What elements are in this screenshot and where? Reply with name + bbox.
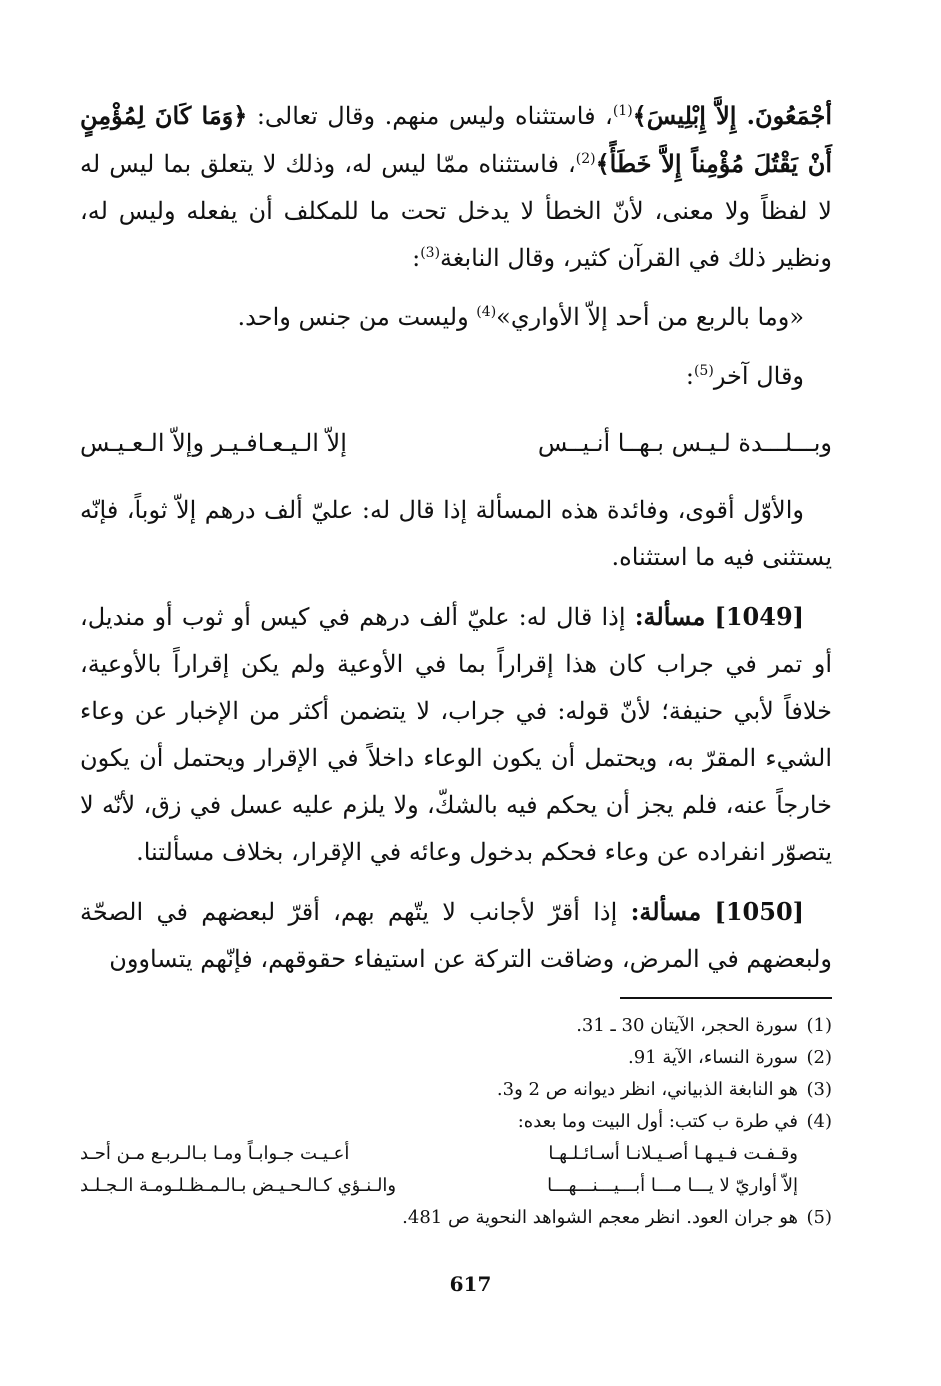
footnote-number: (5) (806, 1207, 832, 1228)
quote-tail: وليست من جنس واحد. (237, 303, 477, 331)
page-number: 617 (449, 1272, 492, 1296)
quote-line (80, 294, 832, 341)
issue-1049 (80, 593, 832, 876)
footnote-text: سورة النساء، الآية 91. (628, 1047, 798, 1068)
footnote-body (80, 1106, 798, 1202)
footnote-text: هو النابغة الذبياني، انظر ديوانه ص 2 و3. (496, 1079, 798, 1100)
footnote-4 (80, 1106, 832, 1202)
footnote-2 (80, 1042, 832, 1074)
footnote-ref-5[interactable]: (5) (693, 363, 714, 379)
issue-number-1050: [1050] (714, 897, 804, 926)
footnote-3 (80, 1074, 832, 1106)
footnote-divider (620, 997, 832, 999)
footnote-verse-1-left: أعـيـت جـوابـاً ومـا بـالـربـع مـن أحـد (80, 1143, 350, 1164)
footnote-text: في طرة ب كتب: أول البيت وما بعده: (517, 1111, 798, 1132)
paragraph-1 (80, 92, 832, 282)
paragraph-1-text-c: : (412, 244, 421, 272)
issue-keyword-1049: مسألة: (634, 602, 706, 631)
paragraph-1-text-b: ، فاستثناه ممّا ليس له، وذلك لا يتعلق بما ليس له لا لفظاً ولا معنى، لأنّ الخطأ لا يدخل تحت ما للمكلف أن يفعله وليس له، ونظير ذلك في القرآن كثير، وقال النابغة (80, 150, 832, 272)
footnote-ref-4[interactable]: (4) (476, 304, 497, 320)
issue-keyword-1050: مسألة: (630, 897, 702, 926)
quran-quote-2: ﴿وَمَا كَانَ لِمُؤْمِنٍ أَنْ يَقْتُلَ مُؤْمِناً إِلاَّ خَطَأً﴾ (80, 101, 833, 178)
footnote-ref-3[interactable]: (3) (420, 245, 441, 261)
footnote-5 (80, 1202, 832, 1234)
footnote-number: (3) (806, 1079, 832, 1100)
another-said-text: وقال آخر (713, 362, 804, 390)
issue-1050 (80, 888, 832, 983)
issue-text-1049: إذا قال له: عليّ ألف درهم في كيس أو ثوب أو منديل، أو تمر في جراب كان هذا إقراراً بما في الأوعية ولم يكن إقراراً بالأوعية، خلافاً لأبي حنيفة؛ لأنّ قوله: في جراب، لا يتضمن أكثر من الإخبار عن وعاء الشيء المقرّ به، ويحتمل أن يكون الوعاء داخلاً في الإقرار ويحتمل أن يكون خارجاً عنه، فلم يجز أن يحكم فيه بالشكّ، ولا يلزم عليه عسل في زق، لأنّه لا يتصوّر انفراده عن وعاء فحكم بدخول وعائه في الإقرار، بخلاف مسألتنا. (80, 603, 832, 866)
footnote-verse-1-right: وقـفـت فـيـهـا أصـيـلانـا أسـائـلـهـا (548, 1143, 798, 1164)
footnote-text: سورة الحجر، الآيتان 30 ـ 31. (576, 1015, 798, 1036)
main-text (80, 92, 832, 983)
issue-text-1050: إذا أقرّ لأجانب لا يتّهم بهم، أقرّ لبعضهم في الصحّة ولبعضهم في المرض، وضاقت التركة عن استيفاء حقوقهم، فإنّهم يتساوون (80, 898, 832, 973)
paragraph-2: والأوّل أقوى، وفائدة هذه المسألة إذا قال له: عليّ ألف درهم إلاّ ثوباً، فإنّه يستثنى فيه ما استثناه. (80, 496, 832, 571)
footnote-verse-2 (80, 1170, 798, 1202)
paragraph-1-text-a: ، فاستثناه وليس منهم. وقال تعالى: (247, 102, 613, 130)
issue-number-1049: [1049] (714, 602, 804, 631)
another-said-colon: : (685, 362, 694, 390)
verse-first-hemistich: وبـــلـــدة لـيـس بـهــا أنـيــس (537, 429, 832, 457)
footnote-verse-2-right: إلاّ أواريّ لا يـــا مـــا أبـــيـــنـــهـــا (547, 1175, 798, 1196)
quote-text: «وما بالربع من أحد إلاّ الأواري» (496, 303, 804, 331)
footnote-number: (4) (806, 1111, 832, 1132)
footnote-verse-2-left: والـنـؤي كـالـحـيـض بـالـمـظـلـومـة الـجـلـد (80, 1175, 397, 1196)
footnote-number: (2) (806, 1047, 832, 1068)
another-said (80, 353, 832, 400)
poem-verse (80, 420, 832, 467)
footnote-number: (1) (806, 1015, 832, 1036)
footnote-1 (80, 1010, 832, 1042)
footnote-text: هو جران العود. انظر معجم الشواهد النحوية ص 481. (402, 1207, 798, 1228)
footnote-ref-2[interactable]: (2) (575, 151, 596, 167)
quran-quote-1: أجْمَعُونَ. إِلاَّ إِبْلِيسَ﴾ (632, 101, 832, 130)
verse-second-hemistich: إلاّ الـيـعـافـيـر وإلاّ الـعـيـس (80, 429, 347, 457)
footnote-ref-1[interactable]: (1) (612, 103, 633, 119)
footnotes (80, 1010, 832, 1234)
footnote-verse-1 (80, 1138, 798, 1170)
